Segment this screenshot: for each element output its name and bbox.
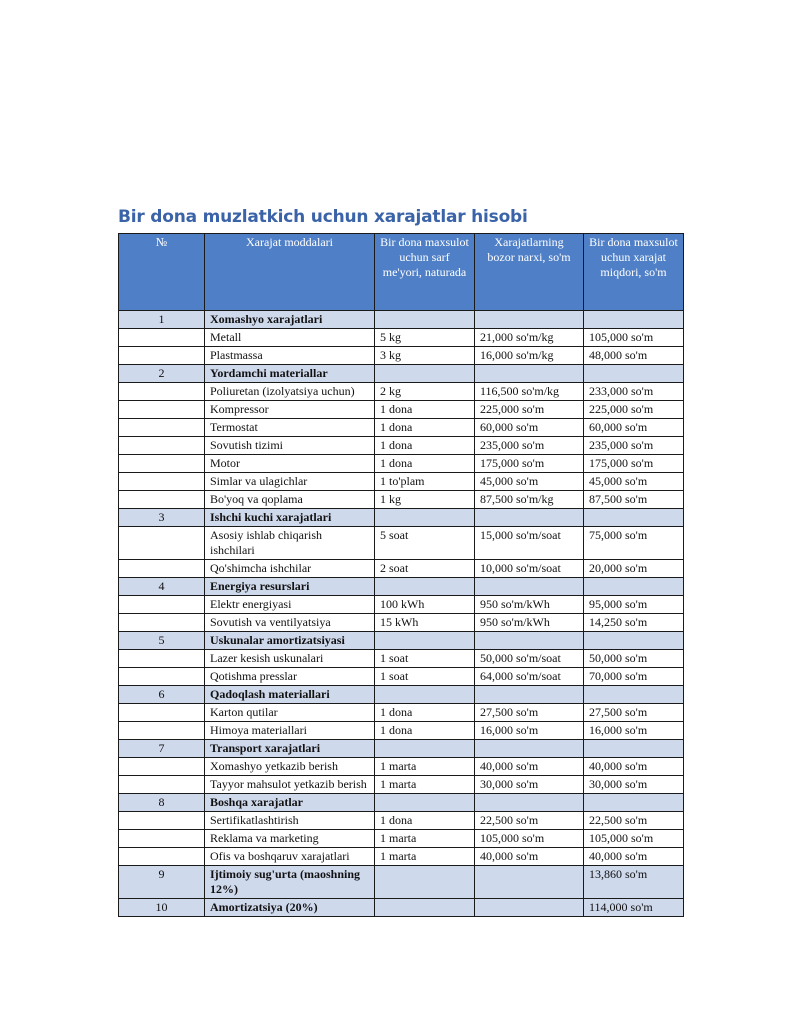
cost-item-name: Ishchi kuchi xarajatlari [205, 509, 375, 527]
amount-cell: 40,000 so'm [584, 758, 684, 776]
norm-cell: 3 kg [375, 347, 475, 365]
amount-cell: 60,000 so'm [584, 419, 684, 437]
section-row [119, 509, 684, 527]
table-header [119, 234, 684, 311]
section-row [119, 740, 684, 758]
price-cell: 30,000 so'm [475, 776, 584, 794]
row-number [119, 668, 205, 686]
cost-item-name: Amortizatsiya (20%) [205, 899, 375, 917]
amount-cell: 16,000 so'm [584, 722, 684, 740]
norm-cell: 2 kg [375, 383, 475, 401]
cost-item-name: Karton qutilar [205, 704, 375, 722]
header-market-price: Xarajatlarning bozor narxi, so'm [475, 234, 584, 311]
cost-item-name: Metall [205, 329, 375, 347]
price-cell: 235,000 so'm [475, 437, 584, 455]
norm-cell [375, 794, 475, 812]
price-cell: 45,000 so'm [475, 473, 584, 491]
cost-item-name: Bo'yoq va qoplama [205, 491, 375, 509]
price-cell: 40,000 so'm [475, 758, 584, 776]
table-row [119, 527, 684, 560]
cost-item-name: Simlar va ulagichlar [205, 473, 375, 491]
amount-cell: 14,250 so'm [584, 614, 684, 632]
row-number [119, 419, 205, 437]
section-row [119, 899, 684, 917]
price-cell: 175,000 so'm [475, 455, 584, 473]
price-cell: 22,500 so'm [475, 812, 584, 830]
table-row [119, 722, 684, 740]
amount-cell: 40,000 so'm [584, 848, 684, 866]
price-cell: 950 so'm/kWh [475, 614, 584, 632]
cost-item-name: Reklama va marketing [205, 830, 375, 848]
price-cell: 15,000 so'm/soat [475, 527, 584, 560]
row-number [119, 473, 205, 491]
price-cell: 27,500 so'm [475, 704, 584, 722]
amount-cell [584, 794, 684, 812]
norm-cell: 1 dona [375, 722, 475, 740]
price-cell [475, 365, 584, 383]
norm-cell: 100 kWh [375, 596, 475, 614]
table-row [119, 848, 684, 866]
cost-item-name: Sovutish tizimi [205, 437, 375, 455]
amount-cell: 20,000 so'm [584, 560, 684, 578]
row-number [119, 596, 205, 614]
price-cell [475, 740, 584, 758]
cost-item-name: Lazer kesish uskunalari [205, 650, 375, 668]
row-number [119, 437, 205, 455]
cost-item-name: Qo'shimcha ishchilar [205, 560, 375, 578]
row-number [119, 491, 205, 509]
cost-item-name: Boshqa xarajatlar [205, 794, 375, 812]
row-number [119, 347, 205, 365]
norm-cell: 1 marta [375, 776, 475, 794]
row-number [119, 614, 205, 632]
norm-cell: 15 kWh [375, 614, 475, 632]
price-cell: 60,000 so'm [475, 419, 584, 437]
table-row [119, 668, 684, 686]
cost-item-name: Xomashyo xarajatlari [205, 311, 375, 329]
price-cell [475, 794, 584, 812]
row-number: 2 [119, 365, 205, 383]
cost-item-name: Plastmassa [205, 347, 375, 365]
row-number [119, 650, 205, 668]
norm-cell: 1 dona [375, 455, 475, 473]
norm-cell [375, 632, 475, 650]
table-row [119, 437, 684, 455]
price-cell [475, 866, 584, 899]
section-row [119, 311, 684, 329]
row-number [119, 776, 205, 794]
section-row [119, 365, 684, 383]
amount-cell: 105,000 so'm [584, 329, 684, 347]
row-number: 10 [119, 899, 205, 917]
cost-item-name: Motor [205, 455, 375, 473]
table-row [119, 758, 684, 776]
row-number [119, 401, 205, 419]
row-number [119, 704, 205, 722]
amount-cell [584, 740, 684, 758]
amount-cell: 75,000 so'm [584, 527, 684, 560]
norm-cell: 1 dona [375, 704, 475, 722]
price-cell [475, 899, 584, 917]
cost-item-name: Yordamchi materiallar [205, 365, 375, 383]
norm-cell: 1 soat [375, 650, 475, 668]
table-row [119, 455, 684, 473]
cost-item-name: Tayyor mahsulot yetkazib berish [205, 776, 375, 794]
row-number: 7 [119, 740, 205, 758]
row-number [119, 455, 205, 473]
cost-item-name: Uskunalar amortizatsiyasi [205, 632, 375, 650]
norm-cell: 1 marta [375, 848, 475, 866]
cost-item-name: Ofis va boshqaruv xarajatlari [205, 848, 375, 866]
price-cell: 87,500 so'm/kg [475, 491, 584, 509]
table-row [119, 614, 684, 632]
price-cell: 116,500 so'm/kg [475, 383, 584, 401]
norm-cell: 5 soat [375, 527, 475, 560]
cost-item-name: Himoya materiallari [205, 722, 375, 740]
norm-cell [375, 866, 475, 899]
header-row [119, 234, 684, 311]
norm-cell [375, 509, 475, 527]
amount-cell: 50,000 so'm [584, 650, 684, 668]
table-row [119, 776, 684, 794]
price-cell: 10,000 so'm/soat [475, 560, 584, 578]
row-number: 4 [119, 578, 205, 596]
cost-item-name: Energiya resurslari [205, 578, 375, 596]
row-number [119, 329, 205, 347]
table-body [119, 311, 684, 917]
amount-cell: 105,000 so'm [584, 830, 684, 848]
table-row [119, 650, 684, 668]
norm-cell: 2 soat [375, 560, 475, 578]
row-number: 6 [119, 686, 205, 704]
amount-cell: 13,860 so'm [584, 866, 684, 899]
header-cost-item: Xarajat moddalari [205, 234, 375, 311]
norm-cell: 5 kg [375, 329, 475, 347]
table-row [119, 383, 684, 401]
amount-cell [584, 509, 684, 527]
header-norm: Bir dona maxsulot uchun sarf me'yori, naturada [375, 234, 475, 311]
norm-cell: 1 kg [375, 491, 475, 509]
table-row [119, 596, 684, 614]
amount-cell: 70,000 so'm [584, 668, 684, 686]
price-cell: 21,000 so'm/kg [475, 329, 584, 347]
row-number [119, 812, 205, 830]
norm-cell [375, 686, 475, 704]
price-cell [475, 578, 584, 596]
table-row [119, 830, 684, 848]
section-row [119, 794, 684, 812]
row-number: 9 [119, 866, 205, 899]
table-row [119, 329, 684, 347]
price-cell: 950 so'm/kWh [475, 596, 584, 614]
cost-item-name: Ijtimoiy sug'urta (maoshning 12%) [205, 866, 375, 899]
norm-cell: 1 dona [375, 437, 475, 455]
row-number [119, 527, 205, 560]
norm-cell: 1 marta [375, 830, 475, 848]
section-row [119, 686, 684, 704]
price-cell [475, 632, 584, 650]
cost-item-name: Qadoqlash materiallari [205, 686, 375, 704]
row-number: 8 [119, 794, 205, 812]
price-cell [475, 686, 584, 704]
price-cell: 16,000 so'm [475, 722, 584, 740]
norm-cell: 1 dona [375, 419, 475, 437]
amount-cell [584, 632, 684, 650]
amount-cell: 22,500 so'm [584, 812, 684, 830]
cost-item-name: Sertifikatlashtirish [205, 812, 375, 830]
norm-cell: 1 dona [375, 812, 475, 830]
cost-item-name: Kompressor [205, 401, 375, 419]
amount-cell: 30,000 so'm [584, 776, 684, 794]
amount-cell [584, 311, 684, 329]
row-number: 1 [119, 311, 205, 329]
amount-cell: 27,500 so'm [584, 704, 684, 722]
price-cell [475, 509, 584, 527]
row-number [119, 560, 205, 578]
table-row [119, 704, 684, 722]
price-cell: 105,000 so'm [475, 830, 584, 848]
row-number [119, 722, 205, 740]
row-number [119, 383, 205, 401]
price-cell: 225,000 so'm [475, 401, 584, 419]
amount-cell [584, 686, 684, 704]
amount-cell: 45,000 so'm [584, 473, 684, 491]
table-row [119, 419, 684, 437]
row-number: 3 [119, 509, 205, 527]
table-row [119, 491, 684, 509]
amount-cell: 225,000 so'm [584, 401, 684, 419]
section-row [119, 578, 684, 596]
norm-cell [375, 311, 475, 329]
row-number [119, 830, 205, 848]
table-row [119, 812, 684, 830]
cost-item-name: Sovutish va ventilyatsiya [205, 614, 375, 632]
row-number [119, 848, 205, 866]
section-row [119, 866, 684, 899]
norm-cell: 1 marta [375, 758, 475, 776]
cost-table [118, 233, 684, 917]
norm-cell: 1 dona [375, 401, 475, 419]
header-number: № [119, 234, 205, 311]
amount-cell: 235,000 so'm [584, 437, 684, 455]
amount-cell: 175,000 so'm [584, 455, 684, 473]
page-title: Bir dona muzlatkich uchun xarajatlar hisobi [118, 207, 528, 227]
norm-cell: 1 soat [375, 668, 475, 686]
cost-item-name: Poliuretan (izolyatsiya uchun) [205, 383, 375, 401]
cost-item-name: Asosiy ishlab chiqarish ishchilari [205, 527, 375, 560]
amount-cell: 114,000 so'm [584, 899, 684, 917]
cost-item-name: Elektr energiyasi [205, 596, 375, 614]
table-row [119, 560, 684, 578]
amount-cell: 233,000 so'm [584, 383, 684, 401]
section-row [119, 632, 684, 650]
header-cost-amount: Bir dona maxsulot uchun xarajat miqdori, so'm [584, 234, 684, 311]
amount-cell: 48,000 so'm [584, 347, 684, 365]
norm-cell: 1 to'plam [375, 473, 475, 491]
cost-item-name: Transport xarajatlari [205, 740, 375, 758]
amount-cell [584, 578, 684, 596]
price-cell: 16,000 so'm/kg [475, 347, 584, 365]
price-cell [475, 311, 584, 329]
norm-cell [375, 899, 475, 917]
table-row [119, 473, 684, 491]
table-row [119, 401, 684, 419]
price-cell: 50,000 so'm/soat [475, 650, 584, 668]
norm-cell [375, 578, 475, 596]
cost-item-name: Xomashyo yetkazib berish [205, 758, 375, 776]
norm-cell [375, 365, 475, 383]
price-cell: 40,000 so'm [475, 848, 584, 866]
price-cell: 64,000 so'm/soat [475, 668, 584, 686]
amount-cell [584, 365, 684, 383]
table-row [119, 347, 684, 365]
amount-cell: 95,000 so'm [584, 596, 684, 614]
row-number [119, 758, 205, 776]
cost-item-name: Qotishma presslar [205, 668, 375, 686]
amount-cell: 87,500 so'm [584, 491, 684, 509]
row-number: 5 [119, 632, 205, 650]
norm-cell [375, 740, 475, 758]
cost-item-name: Termostat [205, 419, 375, 437]
